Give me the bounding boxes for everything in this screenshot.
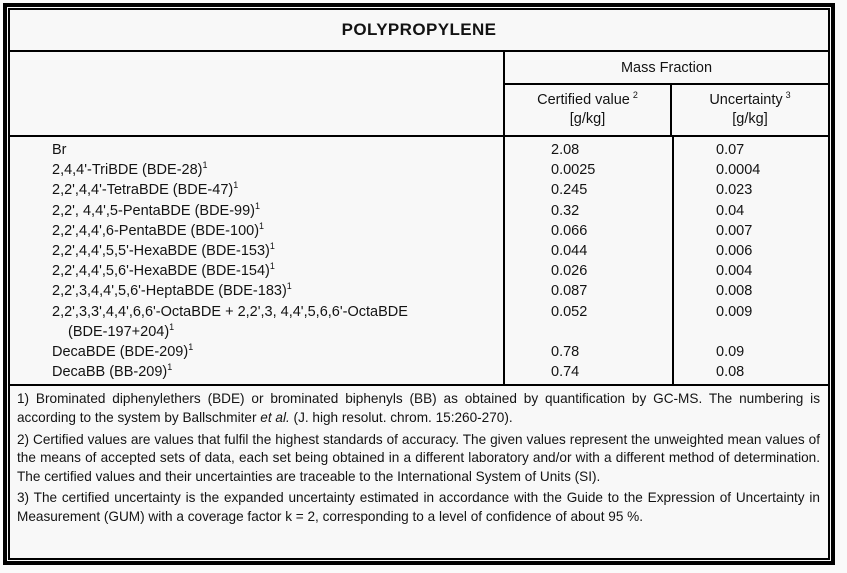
substance-name: 2,2',4,4',6-PentaBDE $(BDE-100)^1$ <box>52 220 265 239</box>
certified-value-unit: [g/kg] <box>569 111 606 127</box>
uncertainty-value: 0.09 <box>716 344 745 361</box>
uncertainty-value: 0.009 <box>716 303 753 320</box>
data-rows-section <box>10 137 828 386</box>
table-header <box>10 52 828 137</box>
certified-value: 0.052 <box>551 303 588 320</box>
uncertainty-column <box>672 137 828 384</box>
uncertainty-header <box>672 85 828 135</box>
outer-border-frame <box>3 3 835 565</box>
uncertainty-value: 0.04 <box>716 202 745 219</box>
certified-value-spacer <box>505 322 672 342</box>
uncertainty-value: 0.008 <box>716 283 753 300</box>
uncertainty-value: 0.0004 <box>716 162 761 179</box>
substance-name: 2,2',3,4,4',5,6'-HeptaBDE $(BDE-183)^1$ <box>52 281 292 300</box>
substance-name: 2,2',4,4',5,5'-HexaBDE $(BDE-153)^1$ <box>52 241 275 260</box>
certified-value: 0.087 <box>551 283 588 300</box>
certified-value: 0.245 <box>551 182 588 199</box>
footnote-2: 2) Certified values are values that fulfil the highest standards of accuracy. The given values represent the unweighted mean values of the means of accepted sets of data, each set being obtained in a different laboratory and/or with a different method of determination. The certified values and their uncertainties are traceable to the International System of Units (SI). <box>17 431 820 484</box>
substance-name: 2,2', 4,4',5-PentaBDE $(BDE-99)^1$ <box>52 200 261 219</box>
certified-value: 0.044 <box>551 243 588 260</box>
uncertainty-value: 0.004 <box>716 263 753 280</box>
substance-name: 2,2',4,4',5,6'-HexaBDE $(BDE-154)^1$ <box>52 261 275 280</box>
certified-value-header <box>505 85 672 135</box>
substance-name: 2,2',4,4'-TetraBDE $(BDE-47)^1$ <box>52 180 239 199</box>
uncertainty-value: 0.007 <box>716 222 753 239</box>
certified-value: 0.026 <box>551 263 588 280</box>
uncertainty-value: 0.023 <box>716 182 753 199</box>
uncertainty-unit: [g/kg] <box>732 111 768 127</box>
certified-value: 0.0025 <box>551 162 596 179</box>
certificate-table <box>8 8 830 560</box>
substance-name-continued: $(BDE-197+204)^1$ <box>68 322 175 340</box>
certified-value: 0.74 <box>551 364 580 381</box>
certified-value: 0.32 <box>551 202 580 219</box>
header-empty-cell <box>10 52 503 135</box>
footnote-1: 1) Brominated diphenylethers (BDE) or brominated biphenyls (BB) as obtained by quantification by GC-MS. The numbering is according to the system by Ballschmiter et al. (J. high resolut. chrom. 15:260-270). <box>17 391 820 426</box>
substance-name: 2,2',3,3',4,4',6,6'-OctaBDE + 2,2',3, 4,4',5,6,6'-OctaBDE <box>52 303 408 320</box>
certified-value-label: Certified value $^2$ <box>537 90 638 108</box>
mass-fraction-header: Mass Fraction <box>505 52 828 85</box>
certified-value: 0.78 <box>551 344 580 361</box>
uncertainty-label: Uncertainty $^3$ <box>709 90 791 108</box>
substance-name: 2,4,4'-TriBDE $(BDE-28)^1$ <box>52 160 208 179</box>
substance-name: DecaBB $(BB-209)^1$ <box>52 362 173 381</box>
certified-value: 2.08 <box>551 142 580 158</box>
column-headers-row <box>505 85 828 135</box>
uncertainty-value: 0.006 <box>716 243 753 260</box>
mass-fraction-group <box>503 52 828 135</box>
certified-value-column <box>503 137 672 384</box>
certified-value: 0.066 <box>551 222 588 239</box>
uncertainty-value: 0.07 <box>716 142 745 158</box>
table-title: POLYPROPYLENE <box>10 10 828 52</box>
substance-name: Br <box>52 142 67 158</box>
uncertainty-value: 0.08 <box>716 364 745 381</box>
uncertainty-value-spacer <box>674 322 828 342</box>
footnote-3: 3) The certified uncertainty is the expanded uncertainty estimated in accordance with the Guide to the Expression of Uncertainty in Measurement (GUM) with a coverage factor k = 2, corresponding to a level of confidence of about 95 %. <box>17 490 820 524</box>
substance-column <box>10 137 503 384</box>
footnotes-section <box>10 386 828 558</box>
substance-name: DecaBDE $(BDE-209)^1$ <box>52 342 194 361</box>
